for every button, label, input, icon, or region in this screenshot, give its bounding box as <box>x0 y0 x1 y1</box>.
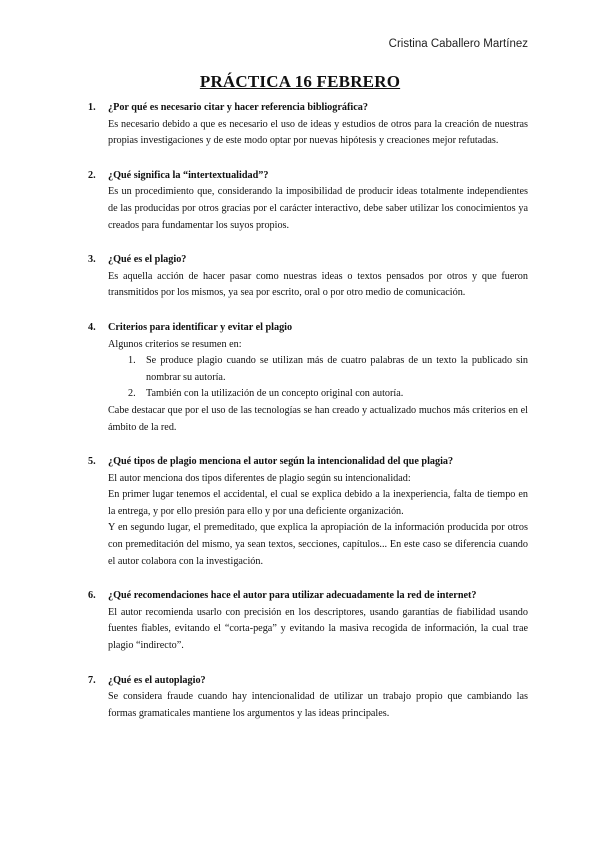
criteria-number: 2. <box>128 388 136 400</box>
question-number: 6. <box>88 590 96 602</box>
answer-text: Se considera fraude cuando hay intencionalidad de utilizar un trabajo propio que cambiando las formas gramaticales mantiene los argumentos y las ideas principales. <box>108 691 528 719</box>
question-heading: ¿Qué recomendaciones hace el autor para utilizar adecuadamente la red de internet? <box>108 590 477 602</box>
criteria-item <box>108 386 528 403</box>
page-title: PRÁCTICA 16 FEBRERO <box>199 72 401 91</box>
answer-text: Es necesario debido a que es necesario el uso de ideas y estudios de otros para la creación de nuestras propias investigaciones y de este modo optar por nuevas hipótesis y creaciones mejor refutadas. <box>108 118 528 147</box>
question-number: 1. <box>88 102 96 113</box>
question-list <box>88 100 528 740</box>
criteria-item <box>108 353 528 386</box>
question-item-3 <box>88 252 528 302</box>
question-item-2 <box>88 168 528 234</box>
criteria-text: También con la utilización de un concepto original con autoría. <box>146 388 404 400</box>
question-number: 5. <box>88 456 96 468</box>
question-heading: ¿Qué tipos de plagio menciona el autor según la intencionalidad del que plagia? <box>108 456 454 468</box>
question-item-6 <box>88 588 528 654</box>
answer-paragraph: El autor menciona dos tipos diferentes de plagio según su intencionalidad: <box>108 472 411 484</box>
answer-paragraph: Y en segundo lugar, el premeditado, que explica la apropiación de la información producida por otros con premeditación del mismo, ya sean textos, secciones, capítulos... En este caso se diferencia cuando el autor colabora con la investigación. <box>108 522 528 567</box>
question-item-4 <box>88 320 528 436</box>
question-heading: Criterios para identificar y evitar el plagio <box>108 321 293 333</box>
answer-intro: Algunos criterios se resumen en: <box>108 338 242 350</box>
question-number: 4. <box>88 321 96 333</box>
header-author: Cristina Caballero Martínez <box>388 38 528 50</box>
question-item-1 <box>88 100 528 150</box>
answer-text: Es aquella acción de hacer pasar como nuestras ideas o textos pensados por otros y que fueron transmitidos por los mismos, ya sea por escrito, oral o por otro medio de comunicación. <box>108 270 528 299</box>
answer-text: Cabe destacar que por el uso de las tecnologías se han creado y actualizado muchos más criterios en el ámbito de la red. <box>108 404 528 433</box>
answer-paragraph: En primer lugar tenemos el accidental, el cual se explica debido a la inexperiencia, falta de tiempo en la entrega, y por ello presión para ello y por una deficiente organización. <box>108 489 528 517</box>
question-heading: ¿Por qué es necesario citar y hacer referencia bibliográfica? <box>108 102 368 113</box>
question-number: 2. <box>88 169 96 181</box>
question-number: 7. <box>88 674 96 686</box>
question-heading: ¿Qué significa la “intertextualidad”? <box>108 169 269 181</box>
criteria-number: 1. <box>128 355 136 367</box>
answer-text: El autor recomienda usarlo con precisión en los descriptores, usando garantías de fiabilidad usando fuentes fiables, evitando el “corta-pega” y evitando la masiva recogida de información, la cual trae plagio “indirecto”. <box>108 606 528 652</box>
question-number: 3. <box>88 254 96 266</box>
answer-text: Es un procedimiento que, considerando la imposibilidad de producir ideas totalmente independientes de las producidas por otros gracias por el carácter interactivo, debe saber utilizar los conocimientos ya creados para fundamentar los suyos propios. <box>108 186 528 231</box>
criteria-text: Se produce plagio cuando se utilizan más de cuatro palabras de un texto la publicado sin nombrar su autoría. <box>146 355 528 383</box>
question-heading: ¿Qué es el plagio? <box>108 254 187 266</box>
question-item-5 <box>88 454 528 570</box>
question-heading: ¿Qué es el autoplagio? <box>108 674 206 686</box>
question-item-7 <box>88 673 528 723</box>
